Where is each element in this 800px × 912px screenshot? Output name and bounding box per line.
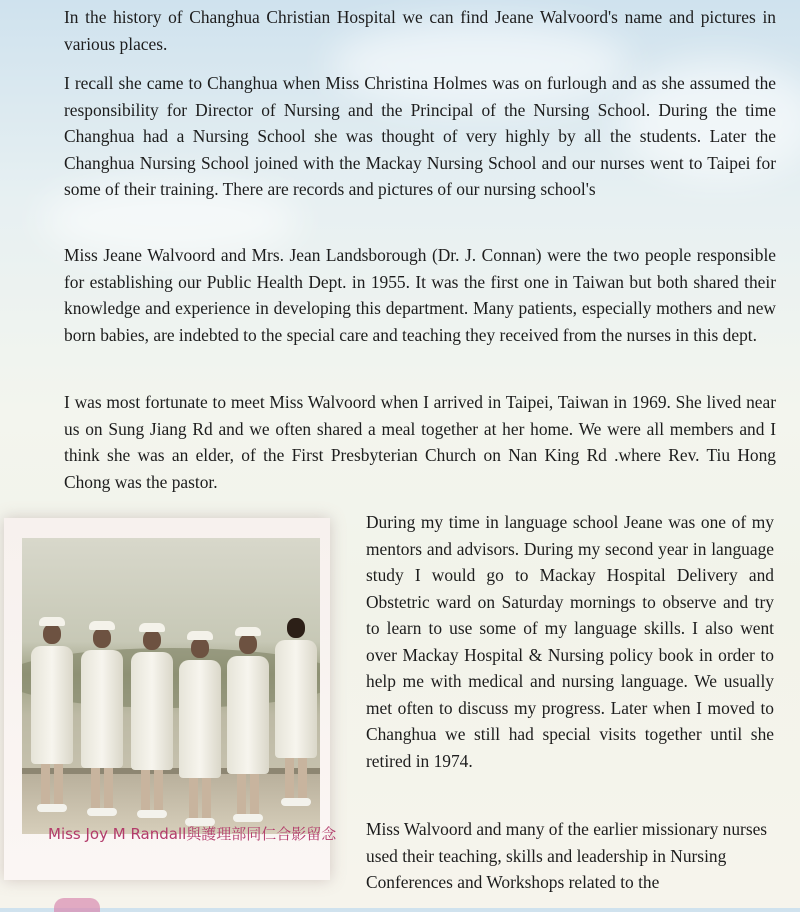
paragraph-intro: In the history of Changhua Christian Hospital we can find Jeane Walvoord's name and pictures in various places. [64,7,776,54]
decorative-ornament [54,898,100,912]
paragraph-public-health: Miss Jeane Walvoord and Mrs. Jean Landsborough (Dr. J. Connan) were the two people responsible for establishing our Public Health Dept. in 1955. It was the first one in Taiwan but both shared their knowledge and experience in developing this department. Many patients, especially mothers and new born babies, are indebted to the special care and teaching they received from the nurses in this dept. [64,245,776,345]
nurses-group-photo [22,538,320,834]
paragraph-language-school: During my time in language school Jeane was one of my mentors and advisors. During my second year in language study I would go to Mackay Hospital Delivery and Obstetric ward on Saturday mornings to observe and try to learn to use some of my language skills. I also went over Mackay Hospital & Nursing policy book in order to help me with medical and nursing language. We usually met often to discuss my progress. Later when I moved to Changhua we still had special visits together until she retired in 1974. [366,512,774,771]
photo-caption: Miss Joy M Randall與護理部同仁合影留念 [48,825,337,843]
paragraph-taipei-meeting: I was most fortunate to meet Miss Walvoord when I arrived in Taipei, Taiwan in 1969. She lived near us on Sung Jiang Rd and we often shared a meal together at her home. We were all members and I think she was an elder, of the First Presbyterian Church on Nan King Rd .where Rev. Tiu Hong Chong was the pastor. [64,392,776,492]
photo-card [4,518,337,880]
paragraph-missionary-nurses: Miss Walvoord and many of the earlier missionary nurses used their teaching, skills and leadership in Nursing Conferences and Workshops related to the [366,819,768,892]
paragraph-director-of-nursing: I recall she came to Changhua when Miss Christina Holmes was on furlough and as she assumed the responsibility for Director of Nursing and the Principal of the Nursing School. During the time Changhua had a Nursing School she was thought of very highly by all the students. Later the Changhua Nursing School joined with the Mackay Nursing School and our nurses went to Taipei for some of their training. There are records and pictures of our nursing school's [64,73,776,199]
